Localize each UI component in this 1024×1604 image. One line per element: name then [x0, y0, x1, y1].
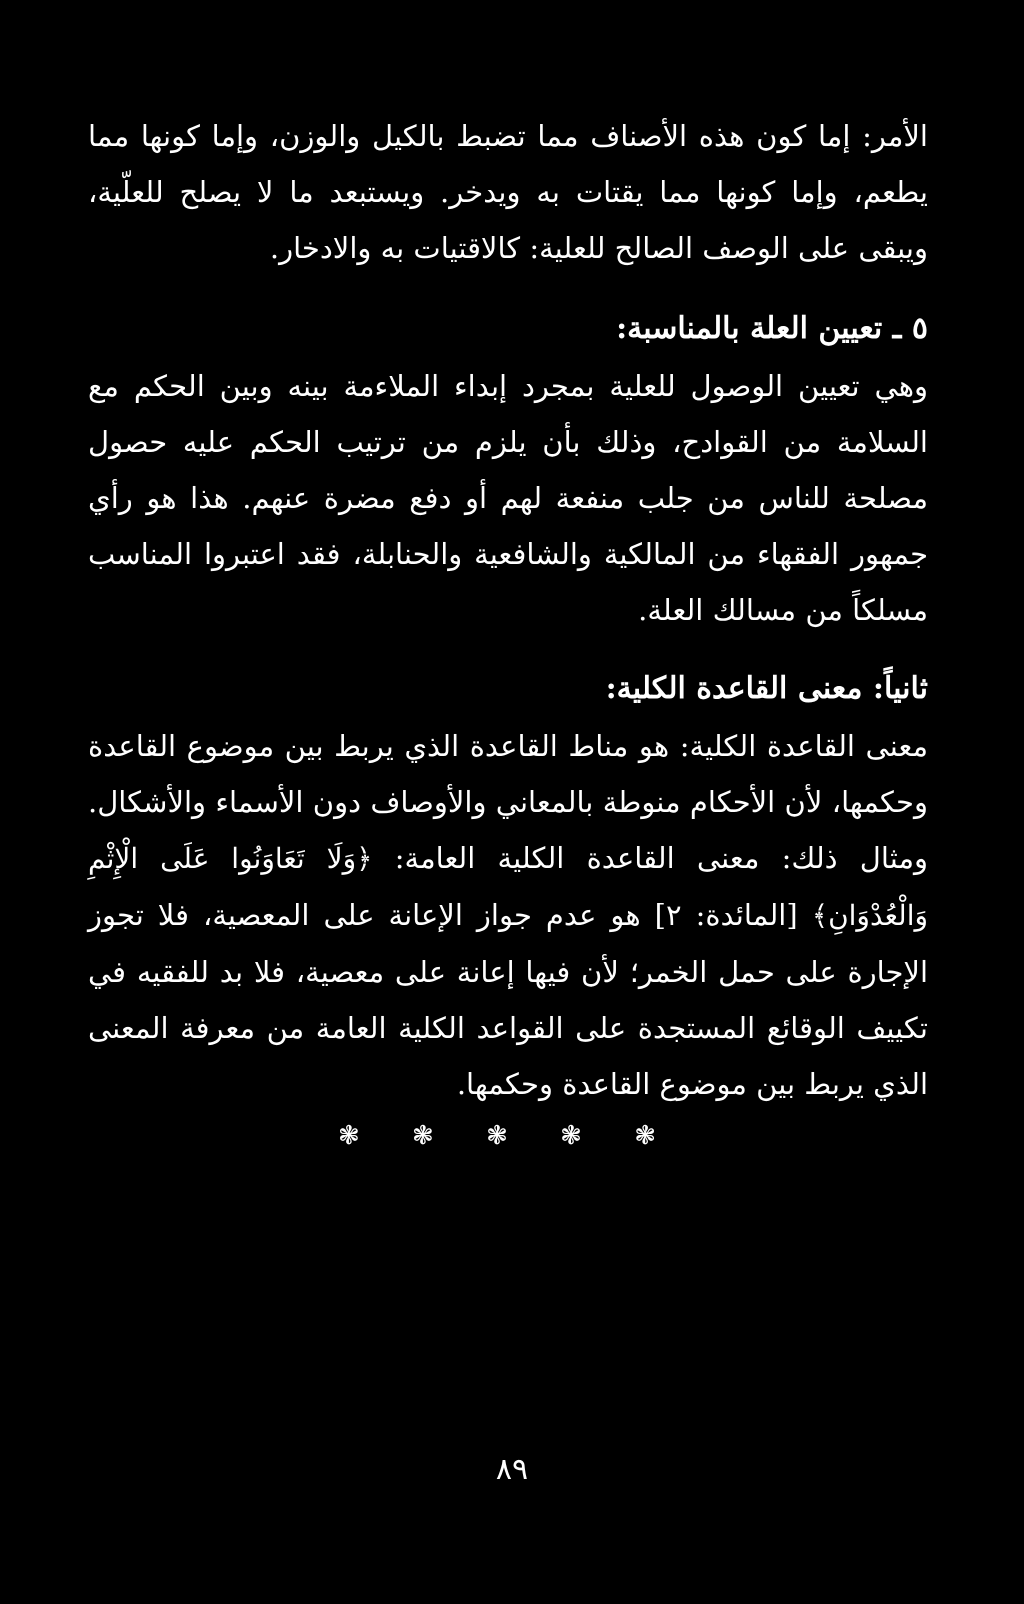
section-c — [88, 718, 928, 1112]
quran-verse: ﴿وَلَا تَعَاوَنُوا عَلَى الْإِثْمِ وَالْعُدْوَانِ﴾ — [88, 842, 928, 932]
heading-meaning-of-rule: ثانياً: معنى القاعدة الكلية: — [605, 671, 928, 706]
paragraph-meaning-start: معنى القاعدة الكلية: هو مناط القاعدة الذي يربط بين موضوع القاعدة وحكمها، لأن الأحكام منوطة بالمعاني والأوصاف دون الأسماء والأشكال. ومثال ذلك: معنى القاعدة الكلية العامة: — [88, 729, 928, 875]
paragraph-meaning-end: [المائدة: ٢] هو عدم جواز الإعانة على المعصية، فلا تجوز الإجارة على حمل الخمر؛ لأن فيها إعانة على معصية، فلا بد للفقيه في تكييف الوقائع المستجدة على القواعد الكلية العامة من معرفة المعنى الذي يربط بين موضوع القاعدة وحكمها. — [88, 898, 928, 1101]
page-number: ٨٩ — [495, 1452, 529, 1487]
section-a — [88, 108, 928, 276]
paragraph-meaning-of-rule — [88, 718, 928, 1112]
section-separator-stars: ❃ ❃ ❃ ❃ ❃ — [338, 1121, 678, 1151]
page-content — [88, 108, 928, 1156]
section-b — [88, 358, 928, 638]
paragraph-appropriateness: وهي تعيين الوصول للعلية بمجرد إبداء الملاءمة بينه وبين الحكم مع السلامة من القوادح، وذلك بأن يلزم من ترتيب الحكم عليه حصول مصلحة للناس من جلب منفعة لهم أو دفع مضرة عنهم. هذا هو رأي جمهور الفقهاء من المالكية والشافعية والحنابلة، فقد اعتبروا المناسب مسلكاً من مسالك العلة. — [88, 369, 928, 627]
paragraph-roles-of-command: الأمر: إما كون هذه الأصناف مما تضبط بالكيل والوزن، وإما كونها مما يطعم، وإما كونها مما يقتات به ويدخر. ويستبعد ما لا يصلح للعلّية، ويبقى على الوصف الصالح للعلية: كالاقتيات به والادخار. — [88, 119, 928, 265]
heading-appropriateness: ٥ ـ تعيين العلة بالمناسبة: — [616, 311, 928, 346]
